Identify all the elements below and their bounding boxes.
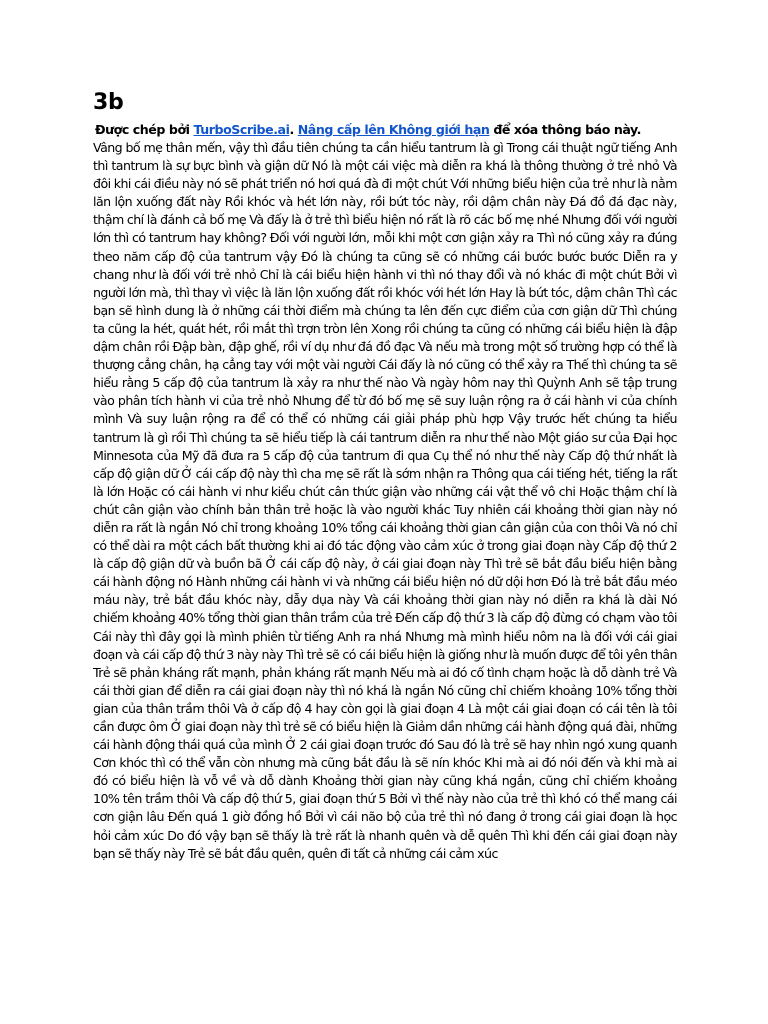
notice-suffix: để xóa thông báo này. bbox=[489, 122, 641, 137]
document-page bbox=[93, 88, 677, 863]
transcript-body: Vâng bố mẹ thân mến, vậy thì đầu tiên chúng ta cần hiểu tantrum là gì Trong cái thuật ngữ tiếng Anh thì tantrum là sự bực bình và giận dữ Nó là một cái việc mà diễn ra khá là thông thường ở trẻ nhỏ Và đôi khi cái điều này nó sẽ phát triển nó hơi quá đà đi một chút Với những biểu hiện của trẻ như là nằm lăn lộn xuống đất này Rồi khóc và hét lớn này, rồi bứt tóc này, rồi dậm chân này Đá đồ đá đạc này, thậm chí là đánh cả bố mẹ Và đấy là ở trẻ thì biểu hiện nó rất là rõ các bố mẹ nhé Nhưng đối với người lớn thì có tantrum hay không? Đối với người lớn, mỗi khi một cơn giận xảy ra Thì nó cũng xảy ra đúng theo năm cấp độ của tantrum vậy Đó là chúng ta cũng sẽ có những cái bước bước bước Diễn ra y chang như là đối với trẻ nhỏ Chỉ là cái biểu hiện hành vi thì nó thay đổi và nó khác đi một chút Bởi vì người lớn mà, thì thay vì việc là lăn lộn xuống đất rồi khóc với hét lớn Hay là bứt tóc, dậm chân Thì các bạn sẽ hình dung là ở những cái thời điểm mà chúng ta lên đến cực điểm của cơn giận dữ Thì chúng ta cũng la hét, quát hét, rồi mắt thì trợn tròn lên Xong rồi chúng ta cũng có những cái biểu hiện là đập dậm chân rồi Đập bàn, đập ghế, rồi ví dụ như đá đồ đạc Và nếu mà trong một số trường hợp có thể là thượng cẳng chân, hạ cẳng tay với một vài người Cái đấy là nó cũng có thể xảy ra Thế thì chúng ta sẽ hiểu rằng 5 cấp độ của tantrum là xảy ra như thế nào Và ngày hôm nay thì Quỳnh Anh sẽ tập trung vào phân tích hành vi của trẻ nhỏ Nhưng để từ đó bố mẹ sẽ suy luận rộng ra ở cái hành vi của chính mình Và suy luận rộng ra để có thể có những cái giải pháp phù hợp Vậy trước hết chúng ta hiểu tantrum là gì rồi Thì chúng ta sẽ hiểu tiếp là cái tantrum diễn ra như thế nào Một giáo sư của Đại học Minnesota của Mỹ đã đưa ra 5 cấp độ của tantrum đi qua Cụ thể nó như thế này Cấp độ thứ nhất là cấp độ giận dữ Ở cái cấp độ này thì cha mẹ sẽ rất là sớm nhận ra Thông qua cái tiếng hét, tiếng la rất là lớn Hoặc có cái hành vi như kiểu chút cân thức giận vào những cái vật thể vô chi Hoặc thậm chí là chút cân giận vào chính bản thân trẻ hoặc là vào người khác Tuy nhiên cái khoảng thời gian này nó diễn ra rất là ngắn Nó chỉ trong khoảng 10% tổng cái khoảng thời gian cân giận của con thôi Và nó chỉ có thể dài ra một cách bất thường khi ai đó tác động vào cảm xúc ở trong giai đoạn này Cấp độ thứ 2 là cấp độ giận dữ và buồn bã Ở cái cấp độ này, ở cái giai đoạn này Thì trẻ sẽ bắt đầu biểu hiện bằng cái hành động nó Hành những cái hành vi và những cái biểu hiện nó dữ dội hơn Đó là trẻ bắt đầu méo máu này, trẻ bắt đầu khóc này, dẫy dụa này Và cái khoảng thời gian này nó diễn ra khá là dài Nó chiếm khoảng 40% tổng thời gian thân trầm của trẻ Đến cấp độ thứ 3 là cấp độ đừng có chạm vào tôi Cái này thì đây gọi là mình phiên từ tiếng Anh ra nhá Nhưng mà mình hiểu nôm na là đối với cái giai đoạn và cái cấp độ thứ 3 này này Thì trẻ sẽ có cái biểu hiện là giống như là muốn được để tôi yên thân Trẻ sẽ phản kháng rất mạnh, phản kháng rất mạnh Nếu mà ai đó cố tình chạm hoặc là dỗ dành trẻ Và cái thời gian để diễn ra cái giai đoạn này thì nó khá là ngắn Nó cũng chỉ chiếm khoảng 10% tổng thời gian của thân trầm thôi Và ở cấp độ 4 hay còn gọi là giai đoạn 4 Là một cái giai đoạn có cái tên là tôi cần được ôm Ở giai đoạn này thì trẻ sẽ có biểu hiện là Giảm dần những cái hành động quá đài, những cái hành động thái quá của mình Ở 2 cái giai đoạn trước đó Sau đó là trẻ sẽ hay nhìn ngó xung quanh Cơn khóc thì có thể vẫn còn nhưng mà cũng bắt đầu là sẽ nín khóc Khi mà ai đó nói đến và khi mà ai đó có biểu hiện là vỗ về và dỗ dành Khoảng thời gian này cũng khá ngắn, cũng chỉ chiếm khoảng 10% tên trầm thôi Và cấp độ thứ 5, giai đoạn thứ 5 Bởi vì thế này nào của trẻ thì khó có thể mang cái cơn giận lâu Đến quá 1 giờ đồng hồ Bởi vì cái não bộ của trẻ thì nó đang ở trong cái giai đoạn là học hỏi cảm xúc Do đó vậy bạn sẽ thấy là trẻ rất là nhanh quên và dễ quên Thì khi đến cái giai đoạn này bạn sẽ thấy này Trẻ sẽ bắt đầu quên, quên đi tất cả những cái cảm xúc bbox=[93, 140, 677, 861]
notice-separator: . bbox=[289, 122, 298, 137]
upgrade-link[interactable]: Nâng cấp lên Không giới hạn bbox=[297, 122, 490, 137]
transcription-notice bbox=[95, 121, 677, 139]
turboscribe-link[interactable]: TurboScribe.ai bbox=[193, 122, 290, 137]
notice-prefix: Được chép bởi bbox=[95, 122, 194, 137]
document-title: 3b bbox=[93, 90, 124, 115]
